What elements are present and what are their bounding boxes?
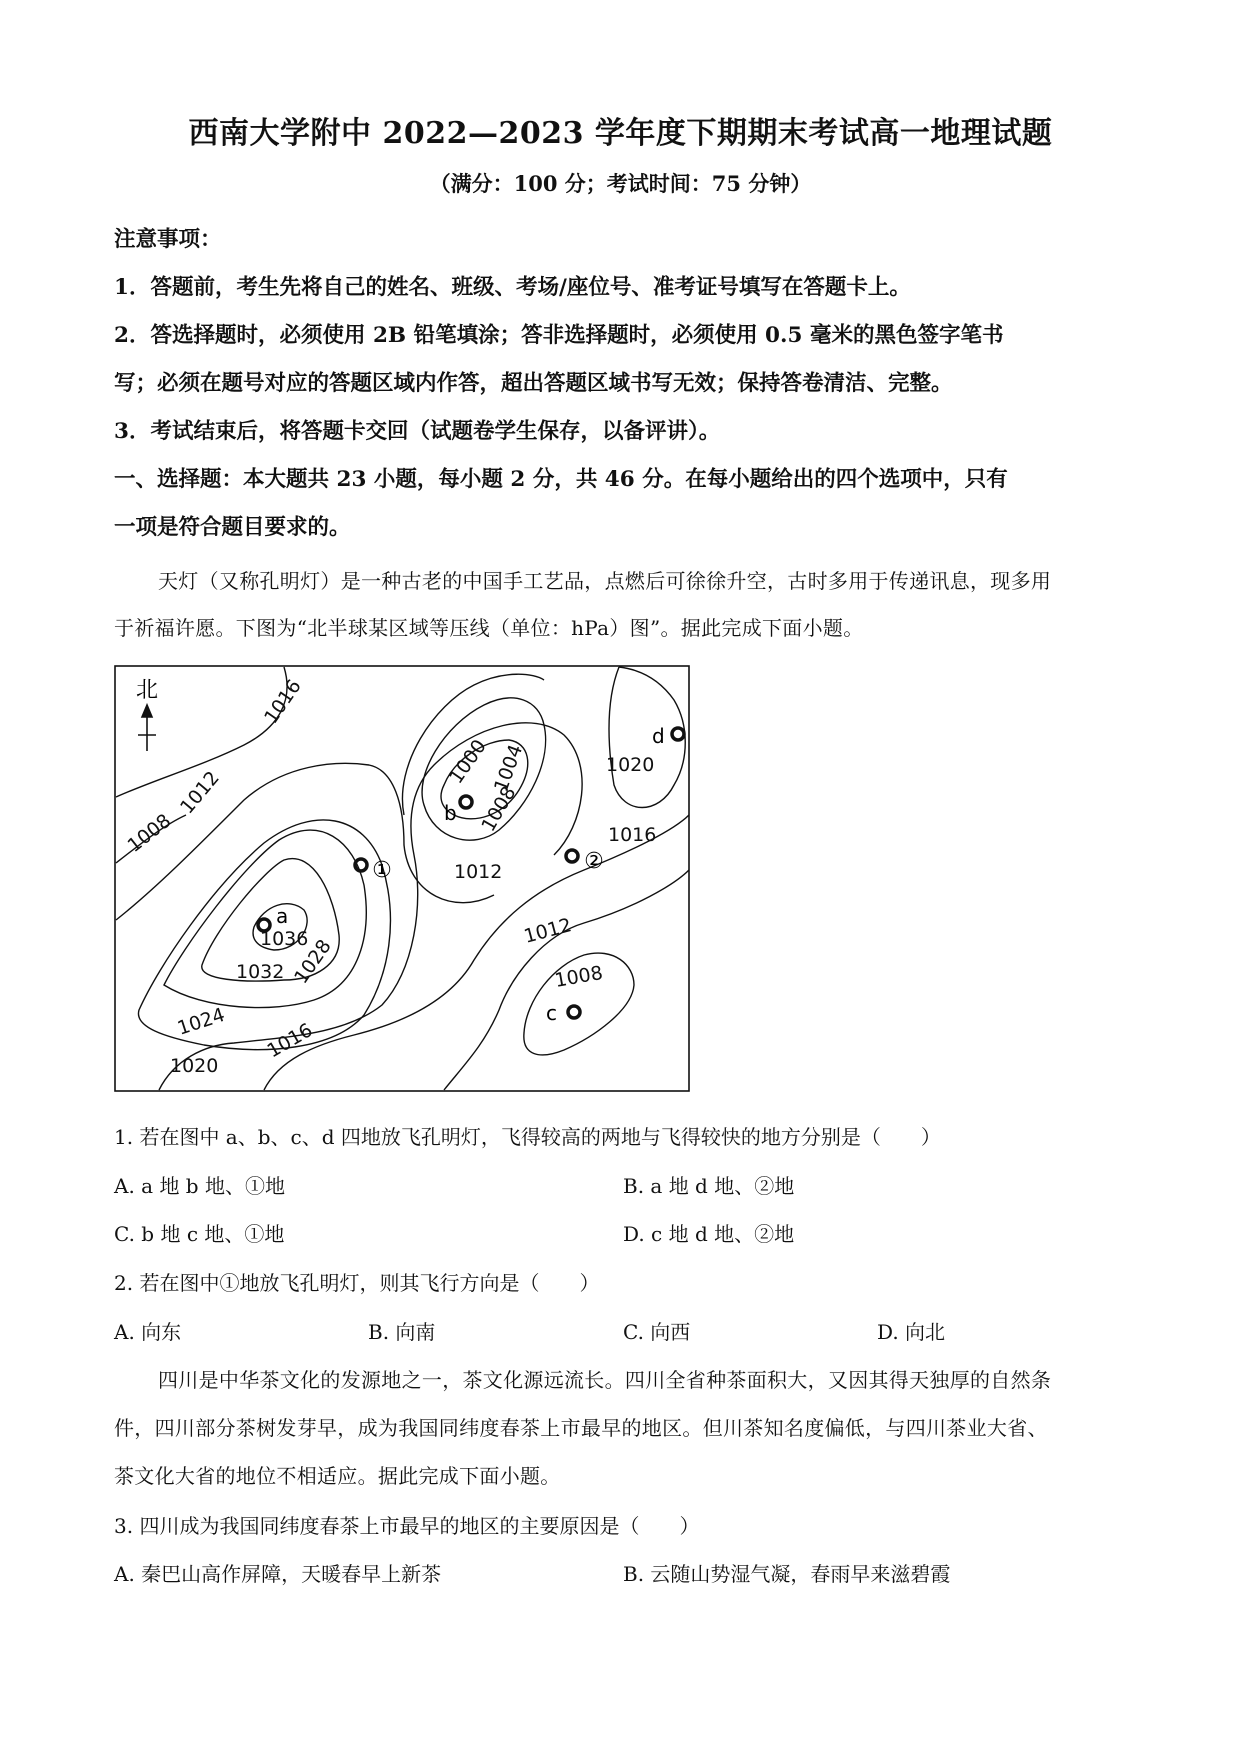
question-2-option-c: C. 向西 xyxy=(623,1320,691,1344)
point-1-label: ① xyxy=(372,858,392,883)
exam-title: 西南大学附中 2022—2023 学年度下期期末考试高一地理试题 xyxy=(188,116,1053,151)
passage-1-line-1: 天灯（又称孔明灯）是一种古老的中国手工艺品，点燃后可徐徐升空，古时多用于传递讯息，现多用 xyxy=(158,569,1052,593)
question-3-option-b: B. 云随山势湿气凝，春雨早来滋碧霞 xyxy=(623,1562,951,1586)
passage-2-line-3: 茶文化大省的地位不相适应。据此完成下面小题。 xyxy=(114,1464,561,1488)
label-1016-s: 1016 xyxy=(263,1019,317,1063)
question-3-stem: 3. 四川成为我国同纬度春茶上市最早的地区的主要原因是（ ） xyxy=(114,1514,700,1538)
question-2-option-b: B. 向南 xyxy=(368,1320,436,1344)
point-c-label: c xyxy=(546,1001,557,1025)
label-1036: 1036 xyxy=(260,928,309,950)
section-1-line-2: 一项是符合题目要求的。 xyxy=(114,515,351,540)
label-1016-nw: 1016 xyxy=(260,675,306,728)
label-1028: 1028 xyxy=(290,935,336,988)
label-1008-se: 1008 xyxy=(553,961,605,992)
question-3-option-a: A. 秦巴山高作屏障，天暖春早上新茶 xyxy=(114,1562,442,1586)
label-1032: 1032 xyxy=(236,961,285,983)
question-1-option-c: C. b 地 c 地、①地 xyxy=(114,1222,285,1246)
notice-item-2-line-1: 2．答选择题时，必须使用 2B 铅笔填涂；答非选择题时，必须使用 0.5 毫米的黑色签字笔书 xyxy=(114,323,1004,348)
question-1-option-b: B. a 地 d 地、②地 xyxy=(623,1174,795,1198)
label-1012-s: 1012 xyxy=(521,914,575,948)
point-a-label: a xyxy=(276,904,289,928)
exam-subtitle: （满分：100 分；考试时间：75 分钟） xyxy=(429,171,812,196)
question-1-option-d: D. c 地 d 地、②地 xyxy=(623,1222,795,1246)
point-2-label: ② xyxy=(584,849,604,874)
point-d-label: d xyxy=(652,724,665,748)
point-b-label: b xyxy=(444,801,457,825)
label-1012-c: 1012 xyxy=(454,861,503,883)
question-2-option-a: A. 向东 xyxy=(114,1320,182,1344)
label-1000: 1000 xyxy=(445,735,491,788)
label-1016-e: 1016 xyxy=(608,824,657,846)
notice-item-3: 3．考试结束后，将答题卡交回（试题卷学生保存，以备评讲）。 xyxy=(114,419,721,444)
question-1-option-a: A. a 地 b 地、①地 xyxy=(114,1174,285,1198)
section-1-line-1: 一、选择题：本大题共 23 小题，每小题 2 分，共 46 分。在每小题给出的四个选项中，只有 xyxy=(114,467,1008,492)
notice-item-1: 1．答题前，考生先将自己的姓名、班级、考场/座位号、准考证号填写在答题卡上。 xyxy=(114,275,911,300)
passage-1-line-2: 于祈福许愿。下图为“北半球某区域等压线（单位：hPa）图”。据此完成下面小题。 xyxy=(114,616,864,640)
label-1008-w: 1008 xyxy=(123,809,176,857)
question-2-option-d: D. 向北 xyxy=(877,1320,946,1344)
label-1020-ne: 1020 xyxy=(606,754,655,776)
label-1020-sw: 1020 xyxy=(170,1055,219,1077)
label-1012-w: 1012 xyxy=(175,767,224,819)
passage-2-line-2: 件，四川部分茶树发芽早，成为我国同纬度春茶上市最早的地区。但川茶知名度偏低，与四川茶业大省、 xyxy=(114,1416,1048,1440)
notice-item-2-line-2: 写；必须在题号对应的答题区域内作答，超出答题区域书写无效；保持答卷清洁、完整。 xyxy=(114,371,953,396)
north-label: 北 xyxy=(135,678,159,703)
passage-2-line-1: 四川是中华茶文化的发源地之一，茶文化源远流长。四川全省种茶面积大，又因其得天独厚的自然条 xyxy=(158,1368,1052,1392)
label-1024: 1024 xyxy=(174,1003,228,1040)
label-1008-c: 1008 xyxy=(477,782,521,836)
notice-heading: 注意事项： xyxy=(114,227,222,252)
question-2-stem: 2. 若在图中①地放飞孔明灯，则其飞行方向是（ ） xyxy=(114,1271,600,1295)
isobar-map xyxy=(114,665,690,1092)
label-1004: 1004 xyxy=(490,741,528,795)
question-1-stem: 1. 若在图中 a、b、c、d 四地放飞孔明灯，飞得较高的两地与飞得较快的地方分别是（ ） xyxy=(114,1125,941,1149)
